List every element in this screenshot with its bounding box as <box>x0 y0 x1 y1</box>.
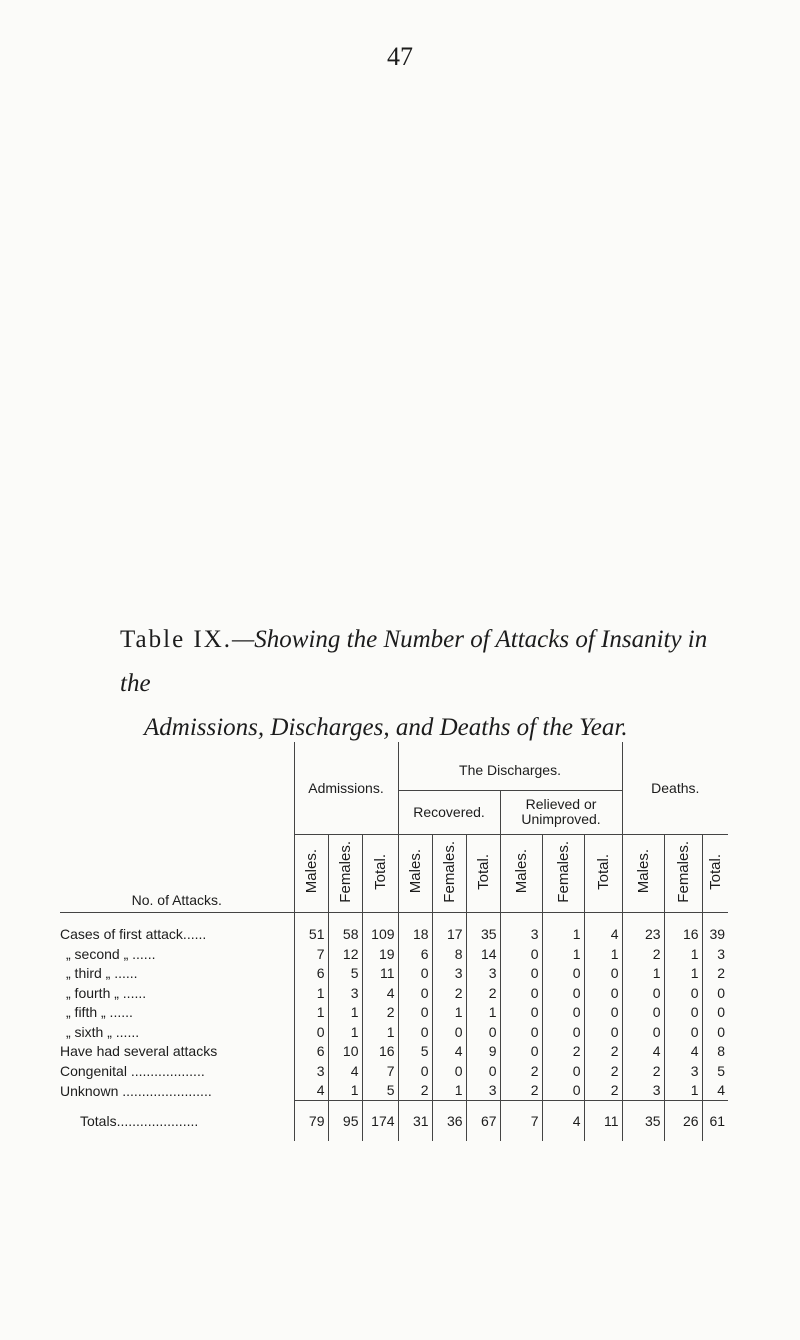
cell-value: 0 <box>664 1003 702 1023</box>
cell-value: 0 <box>664 1022 702 1042</box>
sub-total: Total. <box>474 853 492 890</box>
cell-value: 1 <box>432 1081 466 1101</box>
cell-value: 5 <box>702 1061 728 1081</box>
caption-label: Table IX. <box>120 626 233 653</box>
page-number: 47 <box>387 42 413 71</box>
cell-value: 4 <box>294 1081 328 1101</box>
cell-value: 4 <box>432 1042 466 1062</box>
cell-value: 79 <box>294 1101 328 1142</box>
cell-value: 0 <box>542 964 584 984</box>
cell-value: 2 <box>432 983 466 1003</box>
cell-value: 3 <box>500 912 542 944</box>
table-row <box>60 1061 728 1081</box>
cell-value: 36 <box>432 1101 466 1142</box>
cell-value: 14 <box>466 944 500 964</box>
cell-value: 12 <box>328 944 362 964</box>
cell-value: 4 <box>702 1081 728 1101</box>
cell-value: 51 <box>294 912 328 944</box>
cell-value: 0 <box>584 1022 622 1042</box>
sub-total: Total. <box>594 853 612 890</box>
cell-value: 0 <box>622 1022 664 1042</box>
cell-value: 0 <box>622 983 664 1003</box>
header-deaths: Deaths. <box>622 742 728 834</box>
cell-value: 0 <box>584 964 622 984</box>
cell-value: 4 <box>542 1101 584 1142</box>
cell-value: 1 <box>542 912 584 944</box>
cell-value: 5 <box>398 1042 432 1062</box>
cell-value: 1 <box>362 1022 398 1042</box>
cell-value: 0 <box>542 983 584 1003</box>
cell-value: 16 <box>362 1042 398 1062</box>
cell-value: 3 <box>466 964 500 984</box>
cell-value: 0 <box>398 1022 432 1042</box>
sub-females: Females. <box>554 840 572 903</box>
cell-value: 0 <box>622 1003 664 1023</box>
cell-value: 4 <box>664 1042 702 1062</box>
sub-total: Total. <box>371 853 389 890</box>
cell-value: 2 <box>542 1042 584 1062</box>
cell-value: 8 <box>702 1042 728 1062</box>
row-label: „ sixth „ ...... <box>66 1023 140 1040</box>
header-discharges: The Discharges. <box>398 742 622 790</box>
cell-value: 0 <box>398 964 432 984</box>
cell-value: 1 <box>328 1003 362 1023</box>
cell-value: 4 <box>622 1042 664 1062</box>
cell-value: 1 <box>294 1003 328 1023</box>
table-row <box>60 1003 728 1023</box>
table-row <box>60 944 728 964</box>
header-relieved: Relieved or Unimproved. <box>500 790 622 834</box>
cell-value: 61 <box>702 1101 728 1142</box>
cell-value: 95 <box>328 1101 362 1142</box>
sub-total: Total. <box>706 853 724 890</box>
cell-value: 19 <box>362 944 398 964</box>
caption-line2: Admissions, Discharges, and Deaths of the Year. <box>144 714 628 741</box>
sub-males: Males. <box>634 849 652 894</box>
cell-value: 7 <box>500 1101 542 1142</box>
cell-value: 3 <box>702 944 728 964</box>
cell-value: 0 <box>542 1003 584 1023</box>
cell-value: 5 <box>328 964 362 984</box>
cell-value: 4 <box>328 1061 362 1081</box>
cell-value: 3 <box>294 1061 328 1081</box>
cell-value: 9 <box>466 1042 500 1062</box>
cell-value: 16 <box>664 912 702 944</box>
cell-value: 1 <box>466 1003 500 1023</box>
cell-value: 2 <box>622 944 664 964</box>
cell-value: 2 <box>466 983 500 1003</box>
cell-value: 11 <box>584 1101 622 1142</box>
cell-value: 39 <box>702 912 728 944</box>
row-label: „ second „ ...... <box>66 945 156 962</box>
sub-females: Females. <box>674 840 692 903</box>
header-no-of-attacks: No. of Attacks. <box>60 742 294 912</box>
cell-value: 1 <box>622 964 664 984</box>
cell-value: 4 <box>362 983 398 1003</box>
cell-value: 0 <box>466 1022 500 1042</box>
cell-value: 0 <box>664 983 702 1003</box>
cell-value: 2 <box>500 1061 542 1081</box>
cell-value: 6 <box>294 1042 328 1062</box>
cell-value: 5 <box>362 1081 398 1101</box>
cell-value: 18 <box>398 912 432 944</box>
cell-value: 1 <box>294 983 328 1003</box>
cell-value: 23 <box>622 912 664 944</box>
cell-value: 1 <box>664 1081 702 1101</box>
row-label: Have had several attacks <box>60 1043 218 1060</box>
cell-value: 0 <box>398 983 432 1003</box>
cell-value: 0 <box>466 1061 500 1081</box>
cell-value: 2 <box>702 964 728 984</box>
cell-value: 7 <box>294 944 328 964</box>
header-admissions: Admissions. <box>294 742 398 834</box>
cell-value: 0 <box>500 983 542 1003</box>
cell-value: 6 <box>398 944 432 964</box>
cell-value: 0 <box>542 1022 584 1042</box>
row-label: Congenital ................... <box>60 1062 205 1079</box>
cell-value: 0 <box>500 1003 542 1023</box>
cell-value: 1 <box>328 1022 362 1042</box>
cell-value: 3 <box>466 1081 500 1101</box>
row-label: Cases of first attack...... <box>60 926 207 943</box>
cell-value: 1 <box>542 944 584 964</box>
cell-value: 0 <box>542 1081 584 1101</box>
cell-value: 2 <box>584 1081 622 1101</box>
cell-value: 35 <box>622 1101 664 1142</box>
cell-value: 10 <box>328 1042 362 1062</box>
cell-value: 2 <box>398 1081 432 1101</box>
table-row <box>60 1022 728 1042</box>
cell-value: 1 <box>664 944 702 964</box>
cell-value: 6 <box>294 964 328 984</box>
cell-value: 7 <box>362 1061 398 1081</box>
cell-value: 1 <box>584 944 622 964</box>
attacks-table <box>60 742 728 1141</box>
cell-value: 0 <box>584 983 622 1003</box>
cell-value: 8 <box>432 944 466 964</box>
table-caption <box>120 618 740 750</box>
sub-females: Females. <box>336 840 354 903</box>
row-label: Unknown ....................... <box>60 1082 212 1099</box>
table-row <box>60 1042 728 1062</box>
totals-label: Totals..................... <box>80 1112 199 1129</box>
cell-value: 58 <box>328 912 362 944</box>
sub-males: Males. <box>406 849 424 894</box>
header-recovered: Recovered. <box>398 790 500 834</box>
caption-line1: —Showing the Number of Attacks of Insanity in the <box>120 626 708 697</box>
cell-value: 1 <box>328 1081 362 1101</box>
cell-value: 1 <box>664 964 702 984</box>
cell-value: 0 <box>542 1061 584 1081</box>
table-row <box>60 964 728 984</box>
sub-males: Males. <box>302 849 320 894</box>
row-label: „ fifth „ ...... <box>66 1004 133 1021</box>
cell-value: 0 <box>432 1022 466 1042</box>
row-label: „ third „ ...... <box>66 965 138 982</box>
cell-value: 0 <box>584 1003 622 1023</box>
cell-value: 67 <box>466 1101 500 1142</box>
cell-value: 2 <box>622 1061 664 1081</box>
totals-row <box>60 1101 728 1142</box>
cell-value: 3 <box>328 983 362 1003</box>
cell-value: 3 <box>664 1061 702 1081</box>
row-label: „ fourth „ ...... <box>66 984 147 1001</box>
cell-value: 11 <box>362 964 398 984</box>
cell-value: 0 <box>398 1061 432 1081</box>
cell-value: 0 <box>702 1003 728 1023</box>
cell-value: 26 <box>664 1101 702 1142</box>
cell-value: 0 <box>432 1061 466 1081</box>
cell-value: 174 <box>362 1101 398 1142</box>
cell-value: 2 <box>500 1081 542 1101</box>
cell-value: 2 <box>584 1042 622 1062</box>
cell-value: 0 <box>702 1022 728 1042</box>
sub-males: Males. <box>512 849 530 894</box>
cell-value: 17 <box>432 912 466 944</box>
cell-value: 0 <box>702 983 728 1003</box>
cell-value: 35 <box>466 912 500 944</box>
cell-value: 0 <box>500 964 542 984</box>
cell-value: 0 <box>294 1022 328 1042</box>
table-row <box>60 912 728 944</box>
table-row <box>60 1081 728 1101</box>
cell-value: 0 <box>398 1003 432 1023</box>
cell-value: 109 <box>362 912 398 944</box>
cell-value: 0 <box>500 1042 542 1062</box>
cell-value: 3 <box>622 1081 664 1101</box>
table-row <box>60 983 728 1003</box>
cell-value: 3 <box>432 964 466 984</box>
cell-value: 2 <box>584 1061 622 1081</box>
cell-value: 0 <box>500 944 542 964</box>
cell-value: 4 <box>584 912 622 944</box>
cell-value: 0 <box>500 1022 542 1042</box>
sub-females: Females. <box>440 840 458 903</box>
cell-value: 1 <box>432 1003 466 1023</box>
cell-value: 2 <box>362 1003 398 1023</box>
cell-value: 31 <box>398 1101 432 1142</box>
